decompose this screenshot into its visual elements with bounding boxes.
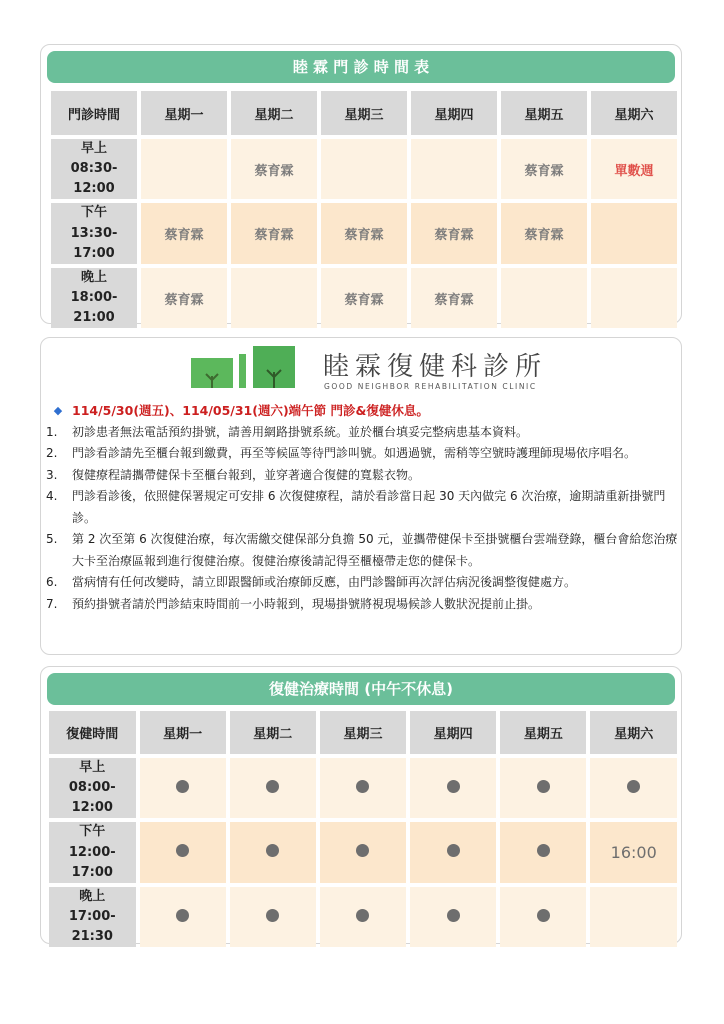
row-label-time: 18:00-21:00 [70, 289, 118, 326]
clinic-english-name: GOOD NEIGHBOR REHABILITATION CLINIC [324, 382, 537, 391]
header-cell: 星期二 [230, 711, 316, 754]
tree-logo-icon [191, 344, 301, 392]
rehab-cell [320, 822, 406, 882]
header-cell: 星期一 [140, 711, 226, 754]
schedule-cell: 蔡育霖 [321, 268, 407, 328]
list-item-text: 初診患者無法電話預約掛號，請善用網路掛號系統。並於櫃台填妥完整病患基本資料。 [72, 424, 529, 439]
clinic-name: 睦霖復健科診所 [323, 352, 548, 382]
list-item [44, 443, 680, 465]
list-item-text: 復健療程請攜帶健保卡至櫃台報到，並穿著適合復健的寬鬆衣物。 [72, 467, 421, 482]
table-row [49, 822, 677, 882]
header-cell: 星期二 [231, 91, 317, 135]
schedule-cell [231, 268, 317, 328]
rehab-cell [590, 758, 677, 818]
list-item [44, 572, 680, 594]
schedule-cell: 蔡育霖 [141, 268, 227, 328]
row-label [51, 203, 137, 263]
table-row [51, 268, 677, 328]
schedule-cell [591, 203, 677, 263]
list-item [44, 422, 680, 444]
table-header-row [51, 91, 677, 135]
header-cell: 星期三 [320, 711, 406, 754]
rehab-cell [230, 822, 316, 882]
row-label-time: 08:30-12:00 [70, 161, 118, 197]
rehab-cell [410, 758, 496, 818]
row-label [49, 758, 136, 818]
list-item-text: 門診看診請先至櫃台報到繳費，再至等候區等待門診叫號。如遇過號，需稍等空號時護理師現場依序唱名。 [72, 446, 637, 460]
list-item-number: 4. [46, 489, 58, 503]
header-cell: 星期五 [501, 91, 587, 135]
schedule-cell [501, 268, 587, 328]
schedule-cell: 蔡育霖 [231, 203, 317, 263]
schedule-cell [411, 139, 497, 199]
diamond-icon: ◆ [53, 404, 63, 417]
header-cell: 星期三 [321, 91, 407, 135]
dot-icon [447, 909, 460, 922]
list-item [44, 486, 680, 529]
rehab-schedule-title: 復健治療時間 (中午不休息) [47, 673, 675, 705]
rehab-cell [140, 822, 226, 882]
rehab-cell [410, 887, 496, 947]
dot-icon [627, 780, 640, 793]
row-label [51, 139, 137, 199]
list-item-number: 2. [46, 446, 58, 460]
holiday-notice: 114/5/30(週五)、114/05/31(週六)端午節 門診&復健休息。 [72, 403, 429, 418]
header-cell: 星期六 [590, 711, 677, 754]
row-label-period: 晚上 [80, 269, 107, 285]
list-item-number: 7. [46, 596, 58, 611]
dot-icon [356, 844, 369, 857]
clinic-schedule-title: 睦 霖 門 診 時 間 表 [47, 51, 675, 83]
dot-icon [356, 909, 369, 922]
row-label-period: 早上 [79, 760, 106, 775]
dot-icon [356, 780, 369, 793]
table-header-row [49, 711, 677, 754]
row-label-time: 17:00-21:30 [68, 908, 116, 945]
schedule-cell: 蔡育霖 [231, 139, 317, 199]
schedule-cell [141, 139, 227, 199]
schedule-cell-alternate-weeks: 單數週 [591, 139, 677, 199]
dot-icon [176, 780, 189, 793]
dot-icon [266, 780, 279, 793]
list-item-number: 5. [46, 532, 58, 546]
list-item-text: 預約掛號者請於門診結束時間前一小時報到，現場掛號將視現場候診人數狀況提前止掛。 [72, 596, 541, 611]
row-label [51, 268, 137, 328]
dot-icon [447, 844, 460, 857]
header-cell: 星期五 [500, 711, 586, 754]
dot-icon [447, 780, 460, 793]
row-label-time: 08:00-12:00 [68, 780, 116, 816]
list-item [44, 465, 680, 487]
rehab-cell [500, 887, 586, 947]
table-row [51, 203, 677, 263]
rehab-cell [320, 887, 406, 947]
rehab-cell [140, 758, 226, 818]
table-row [49, 887, 677, 947]
dot-icon [537, 844, 550, 857]
rehab-cell [230, 887, 316, 947]
row-label-period: 下午 [80, 205, 107, 221]
header-cell: 星期六 [591, 91, 677, 135]
row-label-period: 早上 [80, 141, 107, 156]
clinic-info-panel [40, 337, 682, 655]
list-item [44, 594, 680, 616]
schedule-cell: 蔡育霖 [501, 139, 587, 199]
row-label-period: 晚上 [79, 888, 106, 904]
clinic-logo [191, 344, 591, 394]
rehab-cell [500, 822, 586, 882]
header-cell: 門診時間 [51, 91, 137, 135]
header-cell: 星期四 [410, 711, 496, 754]
list-item-number: 3. [46, 467, 58, 482]
list-item-text: 門診看診後，依照健保署規定可安排 6 次復健療程，請於看診當日起 30 天內做完 6 次治療，逾期請重新掛號門診。 [72, 489, 666, 525]
rehab-cell [140, 887, 226, 947]
rehab-schedule-panel [40, 666, 682, 944]
clinic-schedule-panel [40, 44, 682, 324]
header-cell: 星期一 [141, 91, 227, 135]
schedule-cell: 蔡育霖 [141, 203, 227, 263]
row-label-time: 12:00-17:00 [68, 844, 116, 880]
schedule-cell: 蔡育霖 [321, 203, 407, 263]
list-item-text: 當病情有任何改變時，請立即跟醫師或治療師反應，由門診醫師再次評估病況後調整復健處方。 [72, 575, 577, 589]
rehab-cell-closing-time [590, 822, 677, 882]
dot-icon [176, 909, 189, 922]
row-label [49, 887, 136, 947]
closing-time: 16:00 [610, 843, 657, 863]
clinic-schedule-table [47, 87, 681, 332]
rehab-cell [320, 758, 406, 818]
schedule-cell [321, 139, 407, 199]
rehab-cell [410, 822, 496, 882]
list-item-text: 第 2 次至第 6 次復健治療，每次需繳交健保部分負擔 50 元，並攜帶健保卡至掛號櫃台雲端登錄，櫃台會給您治療大卡至治療區報到進行復健治療。復健治療後請記得至櫃檯帶走您的健保卡。 [72, 532, 678, 568]
list-item-number: 6. [46, 575, 58, 589]
dot-icon [537, 780, 550, 793]
row-label-time: 13:30-17:00 [70, 225, 118, 261]
table-row [51, 139, 677, 199]
notes-list [44, 400, 680, 615]
schedule-cell: 蔡育霖 [411, 203, 497, 263]
table-row [49, 758, 677, 818]
list-item-number: 1. [46, 424, 58, 439]
row-label [49, 822, 136, 882]
dot-icon [176, 844, 189, 857]
dot-icon [537, 909, 550, 922]
dot-icon [266, 909, 279, 922]
header-cell: 復健時間 [49, 711, 136, 754]
schedule-cell: 蔡育霖 [411, 268, 497, 328]
schedule-cell [591, 268, 677, 328]
rehab-cell [590, 887, 677, 947]
list-item [44, 529, 680, 572]
schedule-cell: 蔡育霖 [501, 203, 587, 263]
header-cell: 星期四 [411, 91, 497, 135]
rehab-schedule-table [45, 707, 681, 951]
row-label-period: 下午 [79, 824, 106, 840]
rehab-cell [230, 758, 316, 818]
holiday-notice-row [44, 400, 680, 422]
rehab-cell [500, 758, 586, 818]
dot-icon [266, 844, 279, 857]
